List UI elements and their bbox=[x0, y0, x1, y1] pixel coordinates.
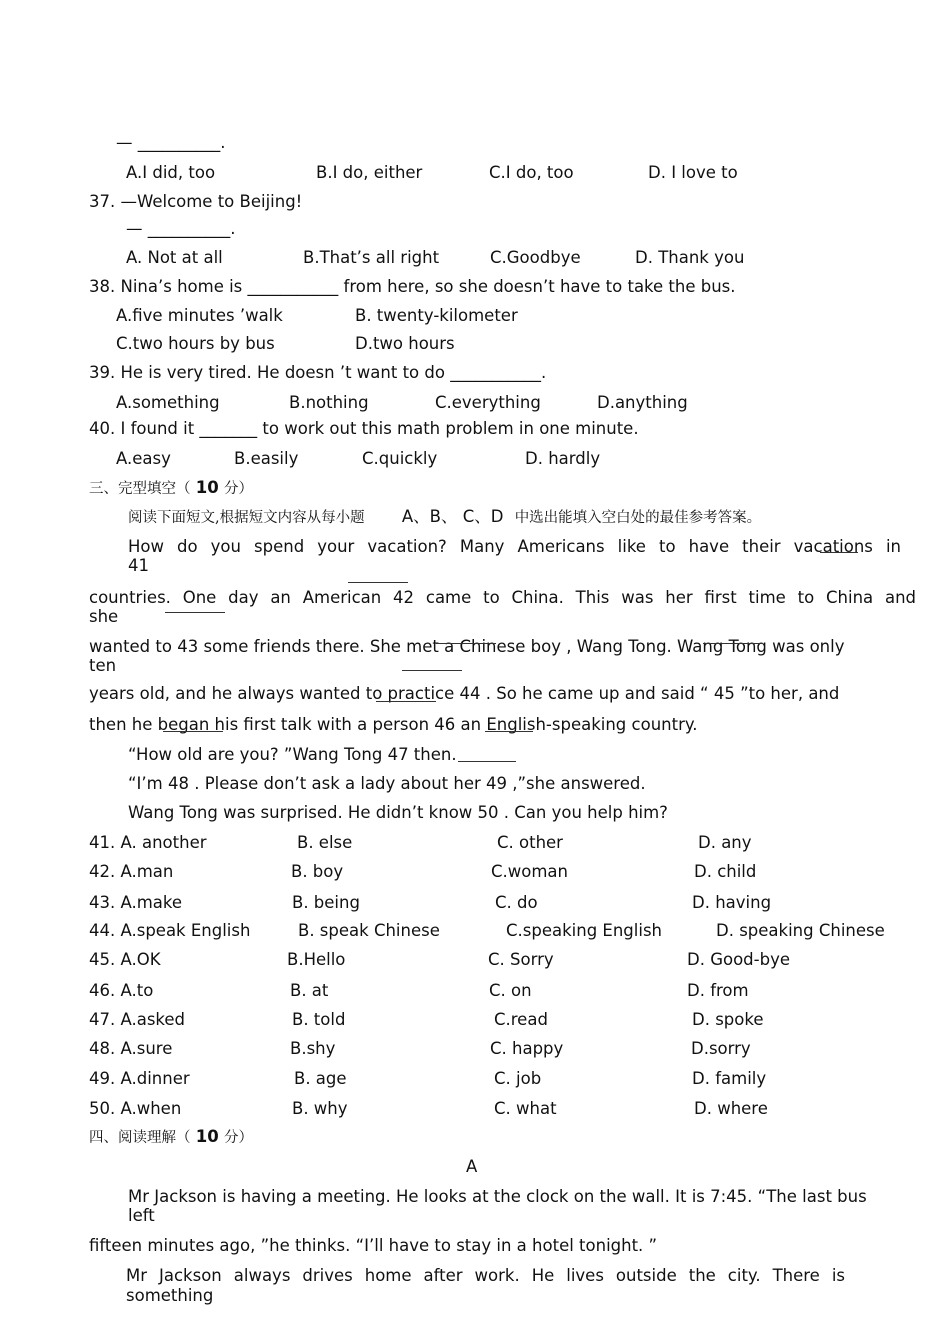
q39-option-d: D.anything bbox=[597, 393, 688, 412]
instruction-letters: A、B、 C、D bbox=[401, 507, 504, 526]
choice-44-c: C.speaking English bbox=[506, 921, 662, 940]
passage-line-3: wanted to 43 some friends there. She met a Chinese boy , Wang Tong. Wang Tong was only bbox=[89, 637, 845, 656]
choice-41-c: C. other bbox=[497, 833, 563, 852]
choice-46-b: B. at bbox=[290, 981, 329, 1000]
q38-option-c: C.two hours by bus bbox=[116, 334, 275, 353]
q40-option-b: B.easily bbox=[234, 449, 299, 468]
choice-43-c: C. do bbox=[495, 893, 538, 912]
choice-47-c: C.read bbox=[494, 1010, 548, 1029]
blank-rule-44a bbox=[436, 643, 496, 644]
choice-50-b: B. why bbox=[292, 1099, 348, 1118]
blank-rule-46 bbox=[376, 701, 436, 702]
blank-rule-44b bbox=[703, 643, 763, 644]
passage-line-4: years old, and he always wanted to practice 44 . So he came up and said “ 45 ”to her, and bbox=[89, 684, 840, 703]
section4-heading-suffix: 分） bbox=[223, 1130, 253, 1146]
section4-score: 10 bbox=[195, 1127, 219, 1146]
q39-option-a: A.something bbox=[116, 393, 220, 412]
q36-option-b: B.I do, either bbox=[316, 163, 423, 182]
q38-stem: 38. Nina’s home is ___________ from here, so she doesn’t have to take the bus. bbox=[89, 277, 736, 296]
q37-option-d: D. Thank you bbox=[635, 248, 745, 267]
section3-score: 10 bbox=[195, 478, 219, 497]
choice-50-c: C. what bbox=[494, 1099, 557, 1118]
blank-rule-41 bbox=[820, 552, 858, 553]
blank-rule-49 bbox=[458, 761, 516, 762]
choice-46-a: 46. A.to bbox=[89, 981, 154, 1000]
section4-heading bbox=[89, 1127, 253, 1148]
choice-42-c: C.woman bbox=[491, 862, 568, 881]
choice-50-a: 50. A.when bbox=[89, 1099, 182, 1118]
reading-line-3: Mr Jackson always drives home after work. He lives outside the city. There is bbox=[126, 1266, 845, 1285]
passage-label: A bbox=[466, 1157, 478, 1176]
choice-44-a: 44. A.speak English bbox=[89, 921, 251, 940]
q38-option-d: D.two hours bbox=[355, 334, 455, 353]
passage-line-2-wrap: she bbox=[89, 607, 119, 626]
choice-41-d: D. any bbox=[698, 833, 752, 852]
reading-line-1-wrap: left bbox=[128, 1206, 155, 1225]
passage-line-3-wrap: ten bbox=[89, 656, 117, 675]
q37-option-a: A. Not at all bbox=[126, 248, 223, 267]
q40-option-c: C.quickly bbox=[362, 449, 438, 468]
choice-44-d: D. speaking Chinese bbox=[716, 921, 885, 940]
choice-50-d: D. where bbox=[694, 1099, 768, 1118]
choice-47-a: 47. A.asked bbox=[89, 1010, 186, 1029]
reading-line-2: fifteen minutes ago, ”he thinks. “I’ll have to stay in a hotel tonight. ” bbox=[89, 1236, 658, 1255]
q40-option-d: D. hardly bbox=[525, 449, 601, 468]
section4-heading-prefix: 四、阅读理解（ bbox=[89, 1130, 191, 1146]
choice-41-a: 41. A. another bbox=[89, 833, 207, 852]
choice-47-b: B. told bbox=[292, 1010, 346, 1029]
choice-42-d: D. child bbox=[694, 862, 757, 881]
choice-44-b: B. speak Chinese bbox=[298, 921, 440, 940]
reading-line-1: Mr Jackson is having a meeting. He looks at the clock on the wall. It is 7:45. “The last bus bbox=[128, 1187, 867, 1206]
choice-48-b: B.shy bbox=[290, 1039, 336, 1058]
passage-line-2: countries. One day an American 42 came to China. This was her first time to China and bbox=[89, 588, 916, 607]
choice-47-d: D. spoke bbox=[692, 1010, 764, 1029]
passage-line-8: Wang Tong was surprised. He didn’t know 50 . Can you help him? bbox=[128, 803, 668, 822]
choice-48-d: D.sorry bbox=[691, 1039, 751, 1058]
choice-49-c: C. job bbox=[494, 1069, 542, 1088]
choice-43-d: D. having bbox=[692, 893, 772, 912]
passage-line-5: then he began his first talk with a person 46 an English-speaking country. bbox=[89, 715, 698, 734]
q37-option-c: C.Goodbye bbox=[490, 248, 581, 267]
q36-option-a: A.I did, too bbox=[126, 163, 216, 182]
choice-48-a: 48. A.sure bbox=[89, 1039, 173, 1058]
choice-43-b: B. being bbox=[292, 893, 360, 912]
blank-rule-42 bbox=[348, 582, 408, 583]
choice-45-b: B.Hello bbox=[287, 950, 346, 969]
choice-46-d: D. from bbox=[687, 981, 749, 1000]
choice-42-a: 42. A.man bbox=[89, 862, 174, 881]
q38-option-a: A.five minutes ’walk bbox=[116, 306, 283, 325]
choice-43-a: 43. A.make bbox=[89, 893, 183, 912]
choice-41-b: B. else bbox=[297, 833, 353, 852]
q36-option-c: C.I do, too bbox=[489, 163, 574, 182]
choice-46-c: C. on bbox=[489, 981, 532, 1000]
q36-answer-line: — __________. bbox=[116, 133, 226, 152]
q39-option-c: C.everything bbox=[435, 393, 541, 412]
choice-49-d: D. family bbox=[692, 1069, 767, 1088]
q37-answer-line: — __________. bbox=[126, 219, 236, 238]
choice-48-c: C. happy bbox=[490, 1039, 564, 1058]
passage-line-1: How do you spend your vacation? Many Americans like to have their vacations in bbox=[128, 537, 901, 556]
choice-45-d: D. Good-bye bbox=[687, 950, 790, 969]
instruction-text-a: 阅读下面短文,根据短文内容从每小题 bbox=[128, 510, 365, 526]
passage-line-6: “How old are you? ”Wang Tong 47 then. bbox=[128, 745, 457, 764]
choice-42-b: B. boy bbox=[291, 862, 344, 881]
blank-rule-47 bbox=[163, 731, 223, 732]
section3-instruction bbox=[128, 507, 761, 528]
passage-line-1-wrap: 41 bbox=[128, 556, 149, 575]
section3-heading-suffix: 分） bbox=[223, 481, 253, 497]
passage-line-7: “I’m 48 . Please don’t ask a lady about her 49 ,”she answered. bbox=[128, 774, 646, 793]
q39-stem: 39. He is very tired. He doesn ’t want to do ___________. bbox=[89, 363, 547, 382]
choice-49-a: 49. A.dinner bbox=[89, 1069, 190, 1088]
instruction-text-b: 中选出能填入空白处的最佳参考答案。 bbox=[514, 510, 762, 526]
section3-heading-prefix: 三、完型填空（ bbox=[89, 481, 191, 497]
choice-45-a: 45. A.OK bbox=[89, 950, 161, 969]
q39-option-b: B.nothing bbox=[289, 393, 369, 412]
q40-option-a: A.easy bbox=[116, 449, 171, 468]
reading-line-3-wrap: something bbox=[126, 1286, 214, 1305]
q36-option-d: D. I love to bbox=[648, 163, 738, 182]
choice-45-c: C. Sorry bbox=[488, 950, 554, 969]
blank-rule-43 bbox=[165, 612, 225, 613]
q38-option-b: B. twenty-kilometer bbox=[355, 306, 518, 325]
q37-stem: 37. —Welcome to Beijing! bbox=[89, 192, 303, 211]
q37-option-b: B.That’s all right bbox=[303, 248, 440, 267]
section3-heading bbox=[89, 478, 253, 499]
choice-49-b: B. age bbox=[294, 1069, 347, 1088]
q40-stem: 40. I found it _______ to work out this math problem in one minute. bbox=[89, 419, 639, 438]
blank-rule-45 bbox=[402, 670, 462, 671]
blank-rule-48 bbox=[485, 731, 533, 732]
